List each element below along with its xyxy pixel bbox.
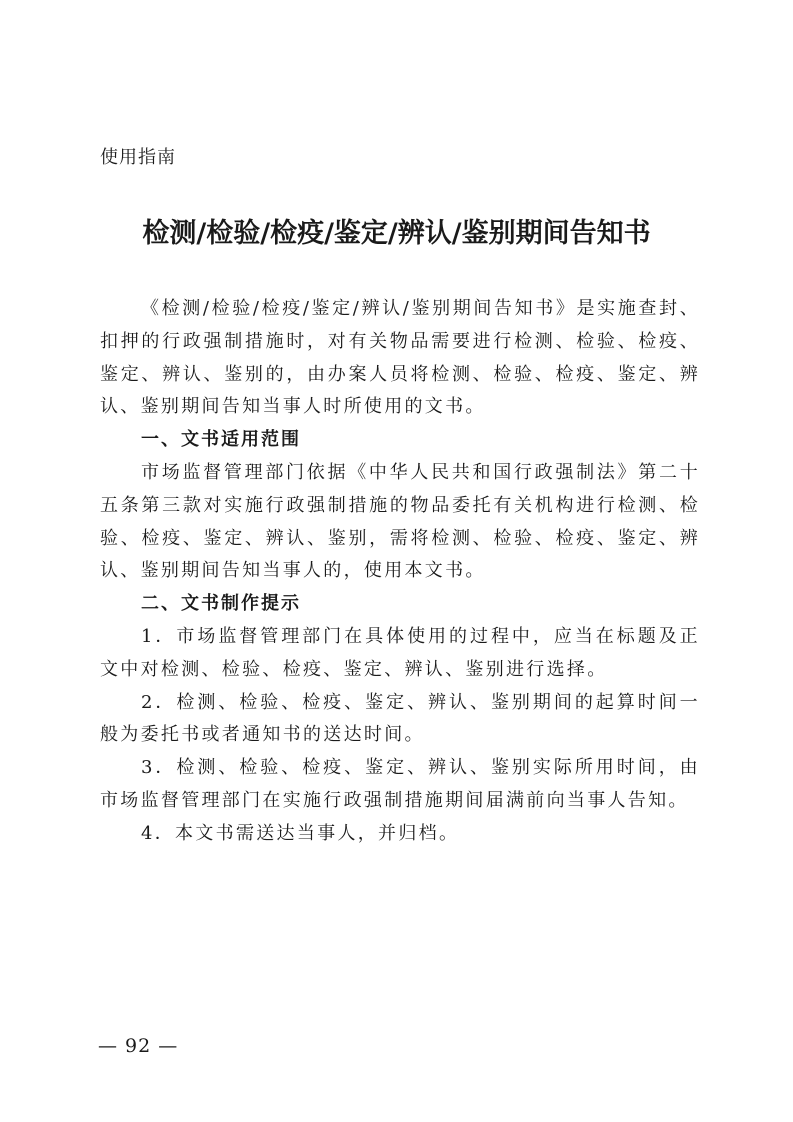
scope-paragraph: 市场监督管理部门依据《中华人民共和国行政强制法》第二十五条第三款对实施行政强制措施的物品委托有关机构进行检测、检验、检疫、鉴定、辨认、鉴别，需将检测、检验、检疫、鉴定、辨认、鉴别期间告知当事人的，使用本文书。	[100, 461, 700, 582]
guide-label: 使用指南	[100, 147, 176, 168]
page-number: — 92 —	[98, 1035, 179, 1057]
tip-paragraph-1: 1．市场监督管理部门在具体使用的过程中，应当在标题及正文中对检测、检验、检疫、鉴定、辨认、鉴别进行选择。	[100, 625, 700, 680]
tip-paragraph-4: 4．本文书需送达当事人，并归档。	[141, 822, 460, 844]
section-heading-scope: 一、文书适用范围	[141, 429, 301, 451]
document-title: 检测/检验/检疫/鉴定/辨认/鉴别期间告知书	[142, 218, 651, 249]
tip-paragraph-2: 2．检测、检验、检疫、鉴定、辨认、鉴别期间的起算时间一般为委托书或者通知书的送达时间。	[100, 691, 700, 746]
tip-paragraph-3: 3．检测、检验、检疫、鉴定、辨认、鉴别实际所用时间，由市场监督管理部门在实施行政强制措施期间届满前向当事人告知。	[100, 757, 700, 811]
section-heading-tips: 二、文书制作提示	[141, 593, 301, 615]
intro-paragraph: 《检测/检验/检疫/鉴定/辨认/鉴别期间告知书》是实施查封、扣押的行政强制措施时，对有关物品需要进行检测、检验、检疫、鉴定、辨认、鉴别的，由办案人员将检测、检验、检疫、鉴定、辨认、鉴别期间告知当事人时所使用的文书。	[100, 298, 700, 418]
document-body	[100, 293, 700, 851]
